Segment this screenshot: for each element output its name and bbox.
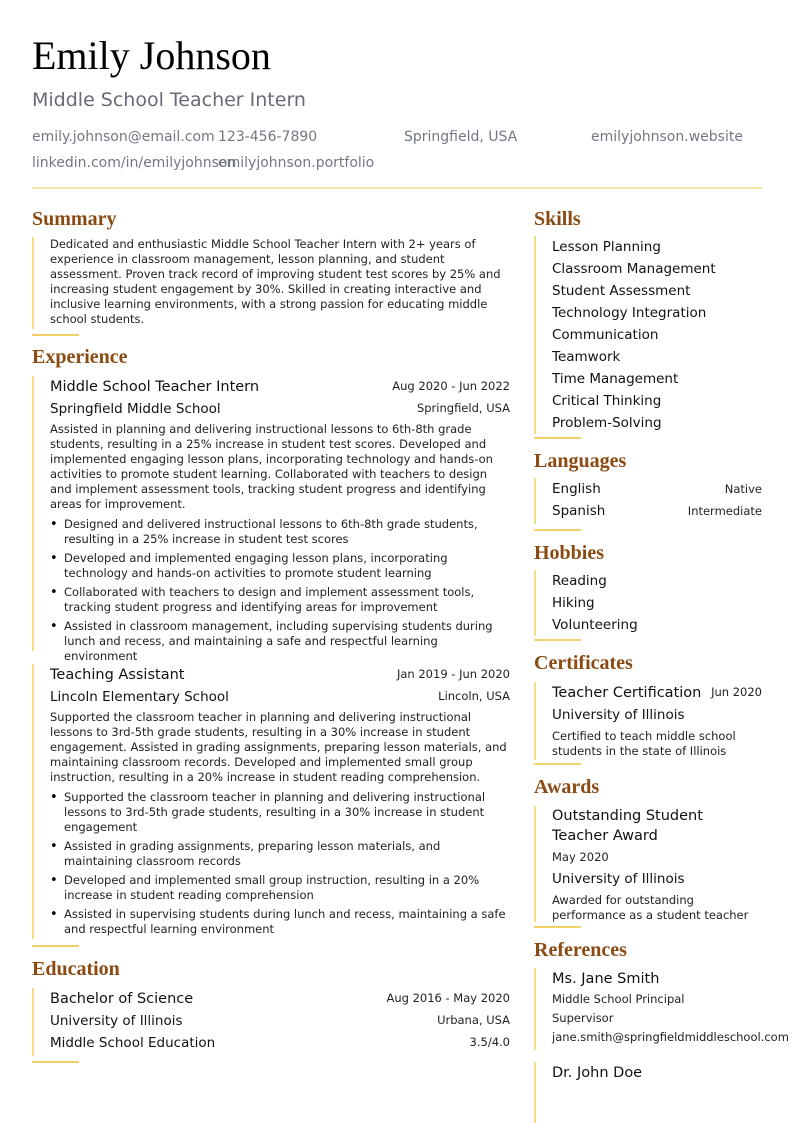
job-dates: Jan 2019 - Jun 2020 — [396, 667, 510, 681]
list-item: • Developed and implemented engaging lesson plans, incorporating technology and hands-on activities to promote student learning — [50, 551, 510, 581]
gpa: 3.5/4.0 — [469, 1035, 510, 1049]
header-divider — [32, 187, 762, 189]
language-level: Intermediate — [687, 504, 762, 518]
hobby-item: Reading — [552, 573, 607, 589]
list-item: • Collaborated with teachers to design and implement assessment tools, tracking student progress and identifying areas for improvement — [50, 585, 510, 615]
list-item: • Assisted in supervising students during lunch and recess, maintaining a safe and respectful learning environment — [50, 907, 510, 937]
list-item: • Supported the classroom teacher in planning and delivering instructional lessons to 3rd-5th grade students, resulting in a 30% increase in student engagement — [50, 790, 510, 835]
experience-job — [32, 376, 510, 663]
job-description: Assisted in planning and delivering instructional lessons to 6th-8th grade students, resulting in a 25% increase in student test scores. Developed and implemented engaging lesson plans, incorporating technology and hands-on activities to promote student learning. Collaborated with teachers to design and implement assessment tools, tracking student progress and identifying areas for improvement. — [50, 422, 493, 511]
contact-location: Springfield, USA — [404, 129, 518, 145]
summary-text: Dedicated and enthusiastic Middle School Teacher Intern with 2+ years of experience in classroom management, lesson planning, and student assessment. Proven track record of improving student test scores by 25% and increasing student engagement by 30%. Skilled in creating interactive and inclusive learning environments, with a strong passion for educating middle school students. — [50, 237, 501, 326]
certificate-date: Jun 2020 — [711, 685, 762, 699]
reference-position: Middle School Principal — [552, 992, 685, 1006]
hobby-item: Volunteering — [552, 617, 638, 633]
experience-heading: Experience — [32, 346, 128, 368]
language-item — [552, 500, 762, 522]
awards-section — [534, 806, 762, 922]
job-company: Springfield Middle School — [50, 401, 221, 417]
awards-heading: Awards — [534, 776, 600, 798]
certificate-description: Certified to teach middle school students in the state of Illinois — [552, 729, 736, 758]
summary-heading: Summary — [32, 208, 117, 230]
hobby-item: Hiking — [552, 595, 595, 611]
languages-divider — [534, 529, 581, 531]
hobbies-heading: Hobbies — [534, 542, 605, 564]
skills-heading: Skills — [534, 208, 581, 230]
skill-item: Lesson Planning — [552, 239, 661, 255]
reference-name: Ms. Jane Smith — [552, 971, 660, 987]
contact-phone[interactable]: 123-456-7890 — [218, 129, 318, 145]
school-location: Urbana, USA — [437, 1013, 510, 1027]
skills-section — [534, 236, 762, 434]
language-name: Spanish — [552, 503, 606, 519]
skills-divider — [534, 437, 581, 439]
skill-item: Classroom Management — [552, 261, 716, 277]
certificate-issuer: University of Illinois — [552, 707, 685, 723]
degree-name: Bachelor of Science — [50, 991, 194, 1007]
award-name: Outstanding Student Teacher Award — [552, 808, 703, 844]
summary-divider — [32, 334, 79, 336]
list-item: • Assisted in grading assignments, preparing lesson materials, and maintaining classroom records — [50, 839, 510, 869]
reference-relation: Supervisor — [552, 1011, 614, 1025]
languages-heading: Languages — [534, 450, 627, 472]
school-name: University of Illinois — [50, 1013, 183, 1029]
certificates-heading: Certificates — [534, 652, 633, 674]
awards-divider — [534, 926, 581, 928]
job-company: Lincoln Elementary School — [50, 689, 229, 705]
candidate-name: Emily Johnson — [32, 33, 271, 78]
certificates-divider — [534, 763, 581, 765]
job-location: Lincoln, USA — [438, 689, 510, 703]
job-bullets — [50, 517, 510, 664]
field-of-study: Middle School Education — [50, 1035, 216, 1051]
languages-section — [534, 478, 762, 524]
language-item — [552, 478, 762, 500]
list-item: • Assisted in classroom management, including supervising students during lunch and recess, and maintaining a safe and respectful learning environment — [50, 619, 510, 664]
certificates-section — [534, 682, 762, 760]
contact-email[interactable]: emily.johnson@email.com — [32, 129, 215, 145]
contact-website[interactable]: emilyjohnson.website — [591, 129, 743, 145]
summary-section — [32, 237, 510, 329]
job-description: Supported the classroom teacher in planning and delivering instructional lessons to 3rd-5th grade students, resulting in a 30% increase in student engagement. Assisted in grading assignments, preparing lesson materials, and maintaining classroom records. Developed and implemented small group instruction, resulting in a 20% increase in student reading comprehension. — [50, 710, 507, 784]
certificate-name: Teacher Certification — [552, 685, 702, 701]
skill-item: Problem-Solving — [552, 415, 662, 431]
award-description: Awarded for outstanding performance as a student teacher — [552, 893, 749, 922]
reference-email[interactable]: jane.smith@springfieldmiddleschool.com — [552, 1030, 789, 1044]
education-section — [32, 988, 510, 1056]
award-date: May 2020 — [552, 850, 609, 864]
list-item: • Developed and implemented small group instruction, resulting in a 20% increase in student reading comprehension — [50, 873, 510, 903]
skill-item: Communication — [552, 327, 659, 343]
contact-linkedin[interactable]: linkedin.com/in/emilyjohnson — [32, 155, 237, 171]
reference-item — [534, 1062, 762, 1123]
job-location: Springfield, USA — [416, 401, 510, 415]
skill-item: Teamwork — [552, 349, 621, 365]
job-title: Middle School Teacher Intern — [50, 379, 260, 395]
skill-item: Student Assessment — [552, 283, 691, 299]
education-heading: Education — [32, 958, 120, 980]
skill-item: Critical Thinking — [552, 393, 662, 409]
skill-item: Technology Integration — [552, 305, 707, 321]
experience-job — [32, 664, 510, 939]
education-divider — [32, 1061, 79, 1063]
job-bullets — [50, 790, 510, 937]
references-heading: References — [534, 939, 627, 961]
education-dates: Aug 2016 - May 2020 — [386, 991, 510, 1005]
contact-portfolio[interactable]: emilyjohnson.portfolio — [218, 155, 375, 171]
reference-item — [534, 968, 789, 1050]
hobbies-section — [534, 570, 762, 636]
hobbies-divider — [534, 639, 581, 641]
language-level: Native — [724, 482, 762, 496]
candidate-role: Middle School Teacher Intern — [32, 89, 306, 111]
experience-divider — [32, 945, 79, 947]
job-dates: Aug 2020 - Jun 2022 — [392, 379, 510, 393]
skill-item: Time Management — [552, 371, 679, 387]
language-name: English — [552, 481, 601, 497]
award-issuer: University of Illinois — [552, 871, 685, 887]
list-item: • Designed and delivered instructional lessons to 6th-8th grade students, resulting in a 25% increase in student test scores — [50, 517, 510, 547]
reference-name: Dr. John Doe — [552, 1065, 643, 1081]
job-title: Teaching Assistant — [50, 667, 185, 683]
